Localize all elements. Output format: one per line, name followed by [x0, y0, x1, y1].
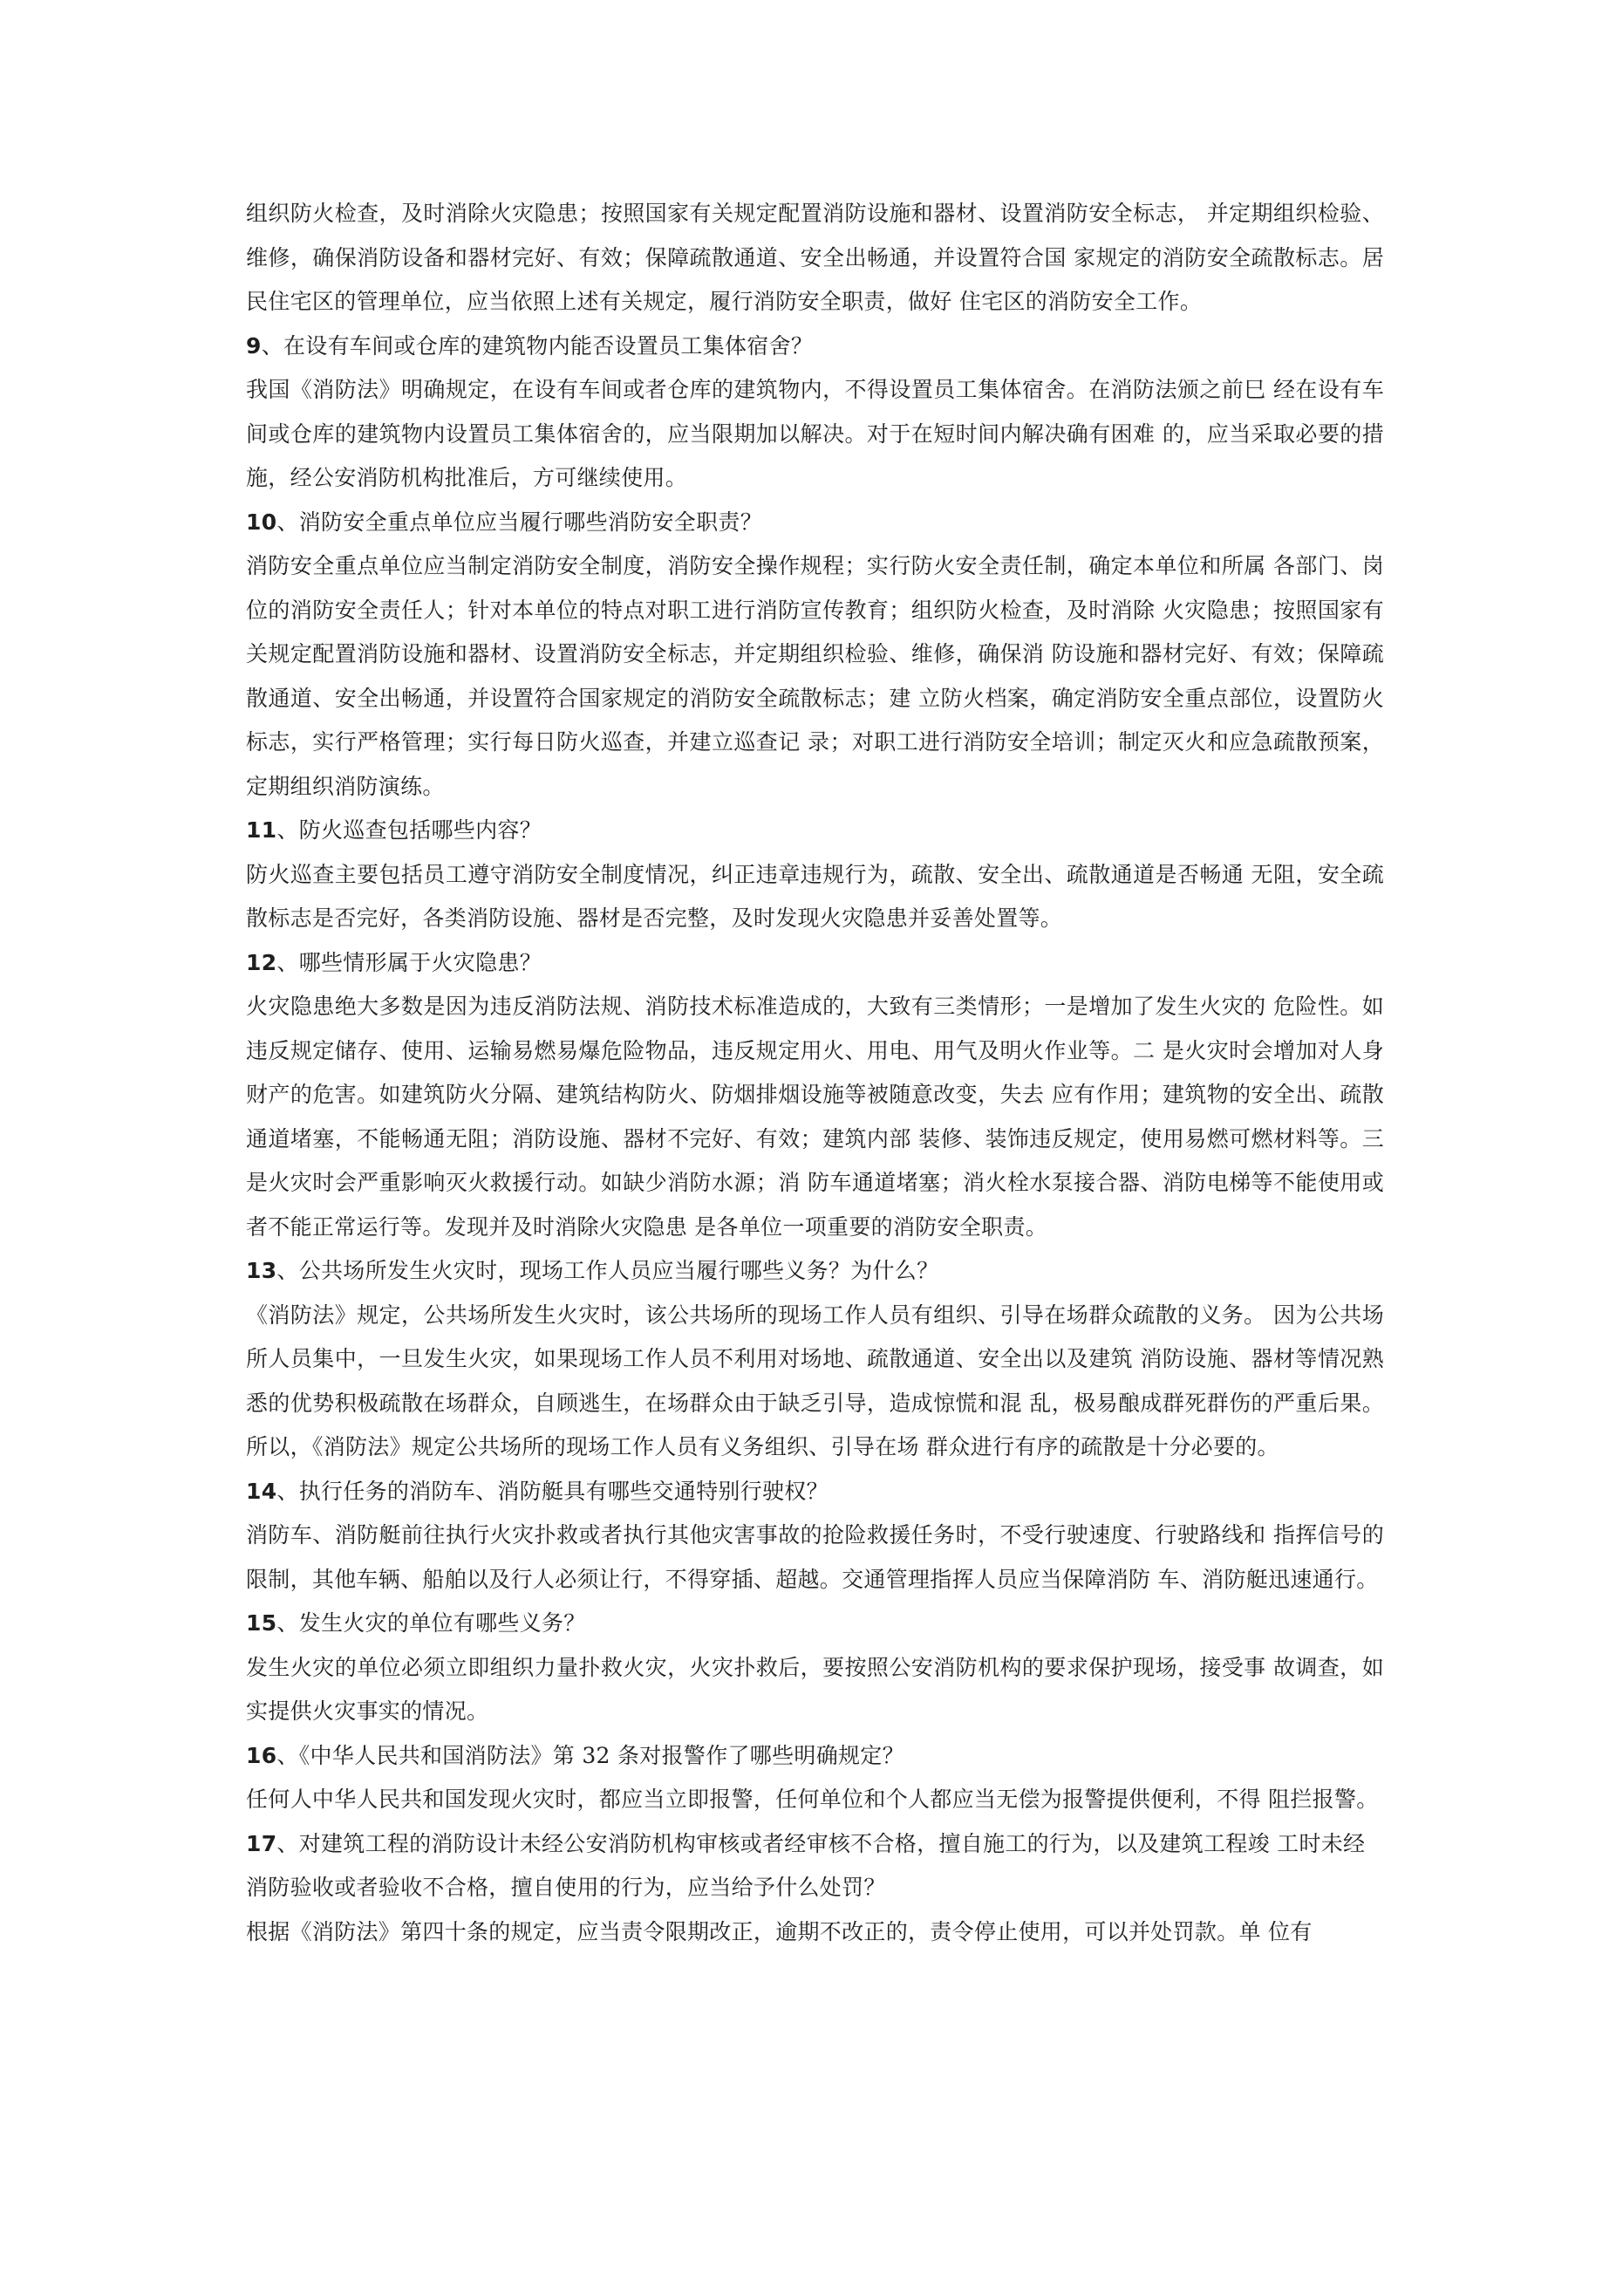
question-number: 14	[246, 1478, 277, 1504]
question-heading	[246, 1470, 1384, 1514]
question-number: 17	[246, 1830, 277, 1856]
answer-paragraph: 防火巡查主要包括员工遵守消防安全制度情况，纠正违章违规行为，疏散、安全出、疏散通道是否畅通 无阻，安全疏散标志是否完好，各类消防设施、器材是否完整，及时发现火灾隐患并妥善处置等。	[246, 861, 1384, 931]
answer-paragraph: 发生火灾的单位必须立即组织力量扑救火灾，火灾扑救后，要按照公安消防机构的要求保护现场，接受事 故调查，如实提供火灾事实的情况。	[246, 1654, 1384, 1724]
answer-paragraph: 《消防法》规定，公共场所发生火灾时，该公共场所的现场工作人员有组织、引导在场群众疏散的义务。 因为公共场所人员集中，一旦发生火灾，如果现场工作人员不利用对场地、疏散通道、安全出以及建筑 消防设施、器材等情况熟悉的优势积极疏散在场群众，自顾逃生，在场群众由于缺乏引导，造成惊慌和混 乱，极易酿成群死群伤的严重后果。所以，《消防法》规定公共场所的现场工作人员有义务组织、引导在场 群众进行有序的疏散是十分必要的。	[246, 1302, 1384, 1459]
question-number: 13	[246, 1258, 277, 1283]
question-heading	[246, 1602, 1384, 1646]
question-text: 、对建筑工程的消防设计未经公安消防机构审核或者经审核不合格，擅自施工的行为，以及建筑工程竣 工时未经消防验收或者验收不合格，擅自使用的行为，应当给予什么处罚？	[246, 1830, 1366, 1900]
question-text: 、公共场所发生火灾时，现场工作人员应当履行哪些义务？为什么？	[276, 1258, 939, 1283]
answer-paragraph: 根据《消防法》第四十条的规定，应当责令限期改正，逾期不改正的，责令停止使用，可以并处罚款。单 位有	[246, 1918, 1313, 1944]
question-heading	[246, 1822, 1384, 1910]
answer-paragraph: 组织防火检查，及时消除火灾隐患；按照国家有关规定配置消防设施和器材、设置消防安全标志， 并定期组织检验、维修，确保消防设备和器材完好、有效；保障疏散通道、安全出畅通，并设置符合国 家规定的消防安全疏散标志。居民住宅区的管理单位，应当依照上述有关规定，履行消防安全职责，做好 住宅区的消防安全工作。	[246, 201, 1384, 314]
answer-paragraph: 消防安全重点单位应当制定消防安全制度，消防安全操作规程；实行防火安全责任制，确定本单位和所属 各部门、岗位的消防安全责任人；针对本单位的特点对职工进行消防宣传教育；组织防火检查，及时消除 火灾隐患；按照国家有关规定配置消防设施和器材、设置消防安全标志，并定期组织检验、维修，确保消 防设施和器材完好、有效；保障疏散通道、安全出畅通，并设置符合国家规定的消防安全疏散标志；建 立防火档案，确定消防安全重点部位，设置防火标志，实行严格管理；实行每日防火巡查，并建立巡查记 录；对职工进行消防安全培训；制定灭火和应急疏散预案，定期组织消防演练。	[246, 553, 1384, 799]
document-page	[246, 192, 1384, 1954]
question-text: 、在设有车间或仓库的建筑物内能否设置员工集体宿舍？	[261, 332, 814, 359]
question-heading	[246, 325, 1384, 369]
question-text: 、执行任务的消防车、消防艇具有哪些交通特别行驶权？	[276, 1478, 829, 1504]
answer-paragraph: 我国《消防法》明确规定，在设有车间或者仓库的建筑物内，不得设置员工集体宿舍。在消防法颁之前巳 经在设有车间或仓库的建筑物内设置员工集体宿舍的，应当限期加以解决。对于在短时间内解决确有困难 的，应当采取必要的措施，经公安消防机构批准后，方可继续使用。	[246, 377, 1384, 490]
question-number: 16	[246, 1742, 277, 1768]
question-heading	[246, 501, 1384, 545]
answer-paragraph: 消防车、消防艇前往执行火灾扑救或者执行其他灾害事故的抢险救援任务时，不受行驶速度、行驶路线和 指挥信号的限制，其他车辆、船舶以及行人必须让行，不得穿插、超越。交通管理指挥人员应当保障消防 车、消防艇迅速通行。	[246, 1522, 1384, 1592]
question-text: 、发生火灾的单位有哪些义务？	[276, 1610, 586, 1636]
question-heading	[246, 809, 1384, 853]
question-text: 、防火巡查包括哪些内容？	[276, 817, 542, 843]
answer-paragraph: 火灾隐患绝大多数是因为违反消防法规、消防技术标准造成的，大致有三类情形；一是增加了发生火灾的 危险性。如违反规定储存、使用、运输易燃易爆危险物品，违反规定用火、用电、用气及明火作业等。二 是火灾时会增加对人身财产的危害。如建筑防火分隔、建筑结构防火、防烟排烟设施等被随意改变，失去 应有作用；建筑物的安全出、疏散通道堵塞，不能畅通无阻；消防设施、器材不完好、有效；建筑内部 装修、装饰违反规定，使用易燃可燃材料等。三是火灾时会严重影响灭火救援行动。如缺少消防水源；消 防车通道堵塞；消火栓水泵接合器、消防电梯等不能使用或者不能正常运行等。发现并及时消除火灾隐患 是各单位一项重要的消防安全职责。	[246, 994, 1384, 1240]
question-text: 、消防安全重点单位应当履行哪些消防安全职责？	[276, 509, 762, 535]
question-number: 15	[246, 1610, 277, 1636]
question-text: 、《中华人民共和国消防法》第 32 条对报警作了哪些明确规定？	[276, 1742, 904, 1768]
question-text: 、哪些情形属于火灾隐患？	[276, 949, 542, 975]
answer-paragraph: 任何人中华人民共和国发现火灾时，都应当立即报警，任何单位和个人都应当无偿为报警提供便利，不得 阻拦报警。	[246, 1787, 1379, 1812]
question-number: 11	[246, 817, 277, 843]
question-number: 9	[246, 332, 262, 359]
question-heading	[246, 941, 1384, 986]
question-heading	[246, 1249, 1384, 1294]
question-number: 10	[246, 509, 277, 535]
question-number: 12	[246, 949, 277, 975]
question-heading	[246, 1734, 1384, 1779]
